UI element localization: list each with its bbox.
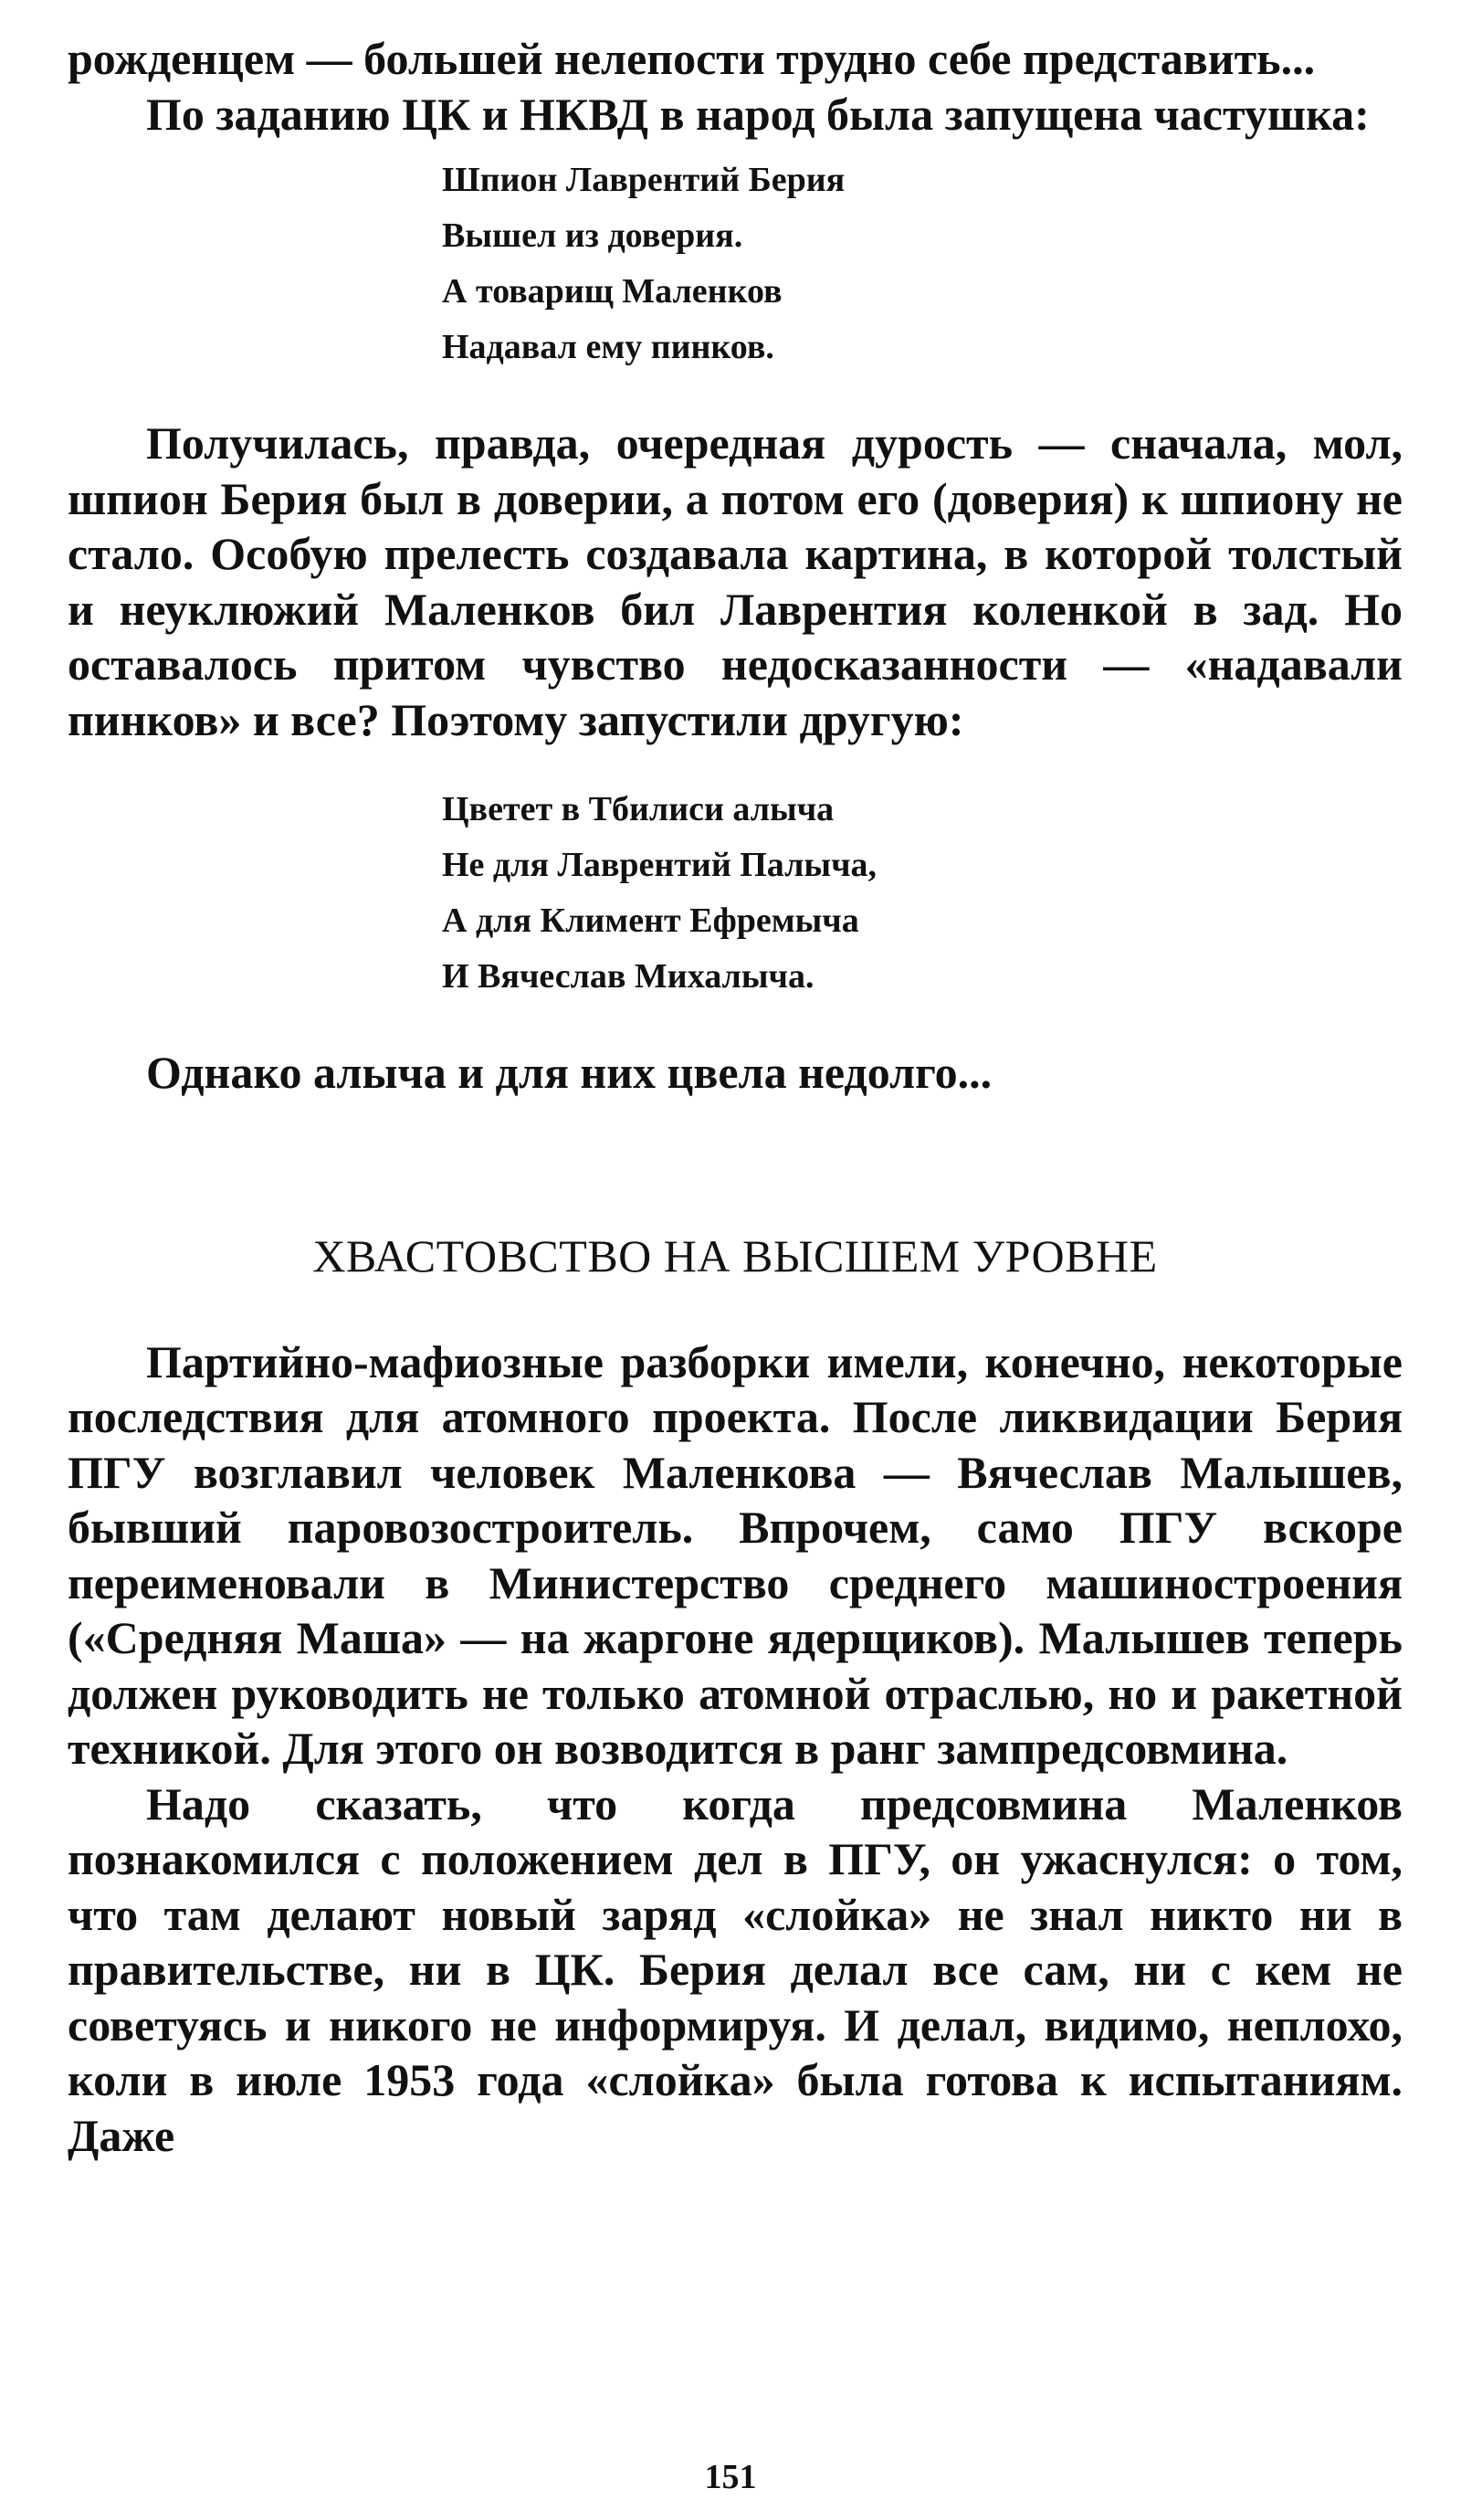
paragraph-intro-chastushka: По заданию ЦК и НКВД в народ была запущена частушка: <box>146 88 1370 140</box>
section-heading: ХВАСТОВСТВО НА ВЫСШЕМ УРОВНЕ <box>312 1229 1158 1281</box>
verse-chastushka-2 <box>442 782 1403 1005</box>
paragraph-alycha: Однако алыча и для них цвела недолго... <box>146 1047 993 1098</box>
verse-line: Цветет в Тбилиси алыча <box>442 790 835 828</box>
verse-line: А товарищ Маленков <box>442 272 783 311</box>
verse-line: И Вячеслав Михалыча. <box>442 957 815 996</box>
verse-line: Не для Лаврентий Палыча, <box>442 846 878 884</box>
verse-chastushka-1 <box>442 153 1403 375</box>
paragraph-party-disputes: Партийно-мафиозные разборки имели, конечно, некоторые последствия для атомного проекта. После ликвидации Берия ПГУ возглавил человек Маленкова — Вячеслав Малышев, бывший паровозостроитель. Впрочем, само ПГУ вскоре переименовали в Министерство среднего машиностроения («Средняя Маша» — на жаргоне ядерщиков). Малышев теперь должен руководить не только атомной отраслью, но и ракетной техникой. Для этого он возводится в ранг зампредсовмина. <box>68 1335 1403 1774</box>
paragraph-continuation: рожденцем — большей нелепости трудно себе представить... <box>68 33 1316 84</box>
verse-line: Шпион Лаврентий Берия <box>442 161 846 199</box>
page-number: 151 <box>704 2458 757 2496</box>
paragraph-commentary: Получилась, правда, очередная дурость — сначала, мол, шпион Берия был в доверии, а потом его (доверия) к шпиону не стало. Особую прелесть создавала картина, в которой толстый и неуклюжий Маленков бил Лаврентия коленкой в зад. Но оставалось притом чувство недосказанности — «надавали пинков» и все? Поэтому запустили другую: <box>68 417 1403 745</box>
verse-line: А для Климент Ефремыча <box>442 902 859 940</box>
paragraph-malenkov: Надо сказать, что когда предсовмина Маленков познакомился с положением дел в ПГУ, он ужаснулся: о том, что там делают новый заряд «слойка» не знал никто ни в правительстве, ни в ЦК. Берия делал все сам, ни с кем не советуясь и никого не информируя. И делал, видимо, неплохо, коли в июле 1953 года «слойка» была готова к испытаниям. Даже <box>68 1777 1403 2161</box>
verse-line: Вышел из доверия. <box>442 216 743 255</box>
verse-line: Надавал ему пинков. <box>442 328 774 366</box>
